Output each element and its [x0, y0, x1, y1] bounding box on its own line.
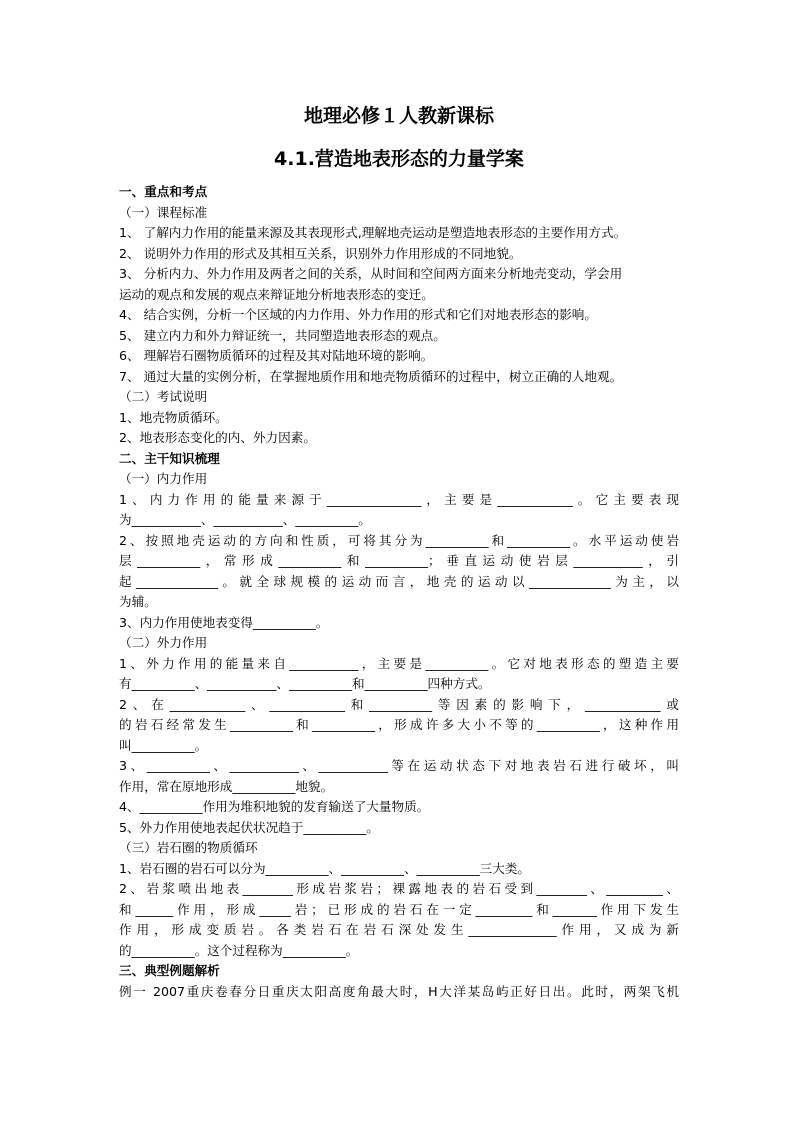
text-line: （二）外力作用 — [119, 635, 208, 650]
text-line: 2、按照地壳运动的方向和性质，可将其分为__________和__________。水平运动使岩 — [119, 532, 679, 548]
text-line: 作用，常在原地形成__________地貌。 — [119, 778, 334, 794]
text-line: （一）课程标准 — [119, 204, 208, 220]
text-line: 3、内力作用使地表变得__________。 — [119, 614, 329, 630]
text-line: 7、 通过大量的实例分析，在掌握地质作用和地壳物质循环的过程中，树立正确的人地观。 — [119, 368, 623, 384]
text-line: 1、内力作用的能量来源于_______________，主要是____________。它主要表现 — [119, 491, 679, 507]
text-line: 和______作用，形成_____岩；已形成的岩石在一定_________和_______作用下发生 — [119, 901, 679, 917]
text-line: （二）考试说明 — [119, 389, 208, 404]
text-line: 6、 理解岩石圈物质循环的过程及其对陆地环境的影响。 — [119, 348, 434, 363]
text-line: 3、 分析内力、外力作用及两者之间的关系，从时间和空间两方面来分析地壳变动，学会用 — [119, 266, 623, 281]
text-line: 1、外力作用的能量来自___________，主要是__________。它对地表形态的塑造主要 — [119, 655, 679, 671]
text-line: 例一 2007重庆卷春分日重庆太阳高度角最大时，H大洋某岛屿正好日出。此时，两架飞机 — [119, 983, 679, 999]
section-heading: 一、重点和考点 — [119, 184, 208, 199]
text-line: 1、地壳物质循环。 — [119, 409, 228, 425]
text-line: 5、外力作用使地表起伏状况趋于__________。 — [119, 819, 379, 835]
text-line: 为___________、___________、__________。 — [119, 512, 371, 527]
text-line: 4、__________作用为堆积地貌的发育输送了大量物质。 — [119, 799, 430, 814]
text-line: 的__________。这个过程称为__________。 — [119, 942, 359, 958]
text-line: 叫__________。 — [119, 737, 208, 753]
text-line: 4、 结合实例，分析一个区域的内力作用、外力作用的形式和它们对地表形态的影响。 — [119, 307, 597, 322]
text-line: （三）岩石圈的物质循环 — [119, 840, 258, 855]
text-line: 1、 了解内力作用的能量来源及其表现形式,理解地壳运动是塑造地表形态的主要作用方式。 — [119, 225, 627, 240]
text-line: 运动的观点和发展的观点来辩证地分析地表形态的变迁。 — [119, 286, 434, 302]
text-line: 2、在____________、____________和__________等因素的影响下，____________或 — [119, 696, 679, 712]
text-line: 5、 建立内力和外力辩证统一，共同塑造地表形态的观点。 — [119, 327, 446, 343]
text-line: 为辅。 — [119, 594, 157, 609]
text-line: 层__________，常形成__________和__________；垂直运动使岩层___________，引 — [119, 553, 679, 568]
text-line: 起_____________。就全球规模的运动而言，地壳的运动以_____________为主，以 — [119, 573, 679, 589]
text-line: 2、岩浆喷出地表________形成岩浆岩；裸露地表的岩石受到________、_________、 — [119, 881, 679, 896]
text-line: 3、__________、___________、___________等在运动状态下对地表岩石进行破坏，叫 — [119, 758, 679, 773]
section-heading: 二、主干知识梳理 — [119, 450, 220, 466]
section-heading: 三、典型例题解析 — [119, 963, 220, 978]
text-line: 2、地表形态变化的内、外力因素。 — [119, 430, 316, 445]
text-line: 2、 说明外力作用的形式及其相互关系，识别外力作用形成的不同地貌。 — [119, 245, 522, 261]
text-line: 有__________、___________、__________和__________四种方式。 — [119, 676, 491, 691]
text-line: （一）内力作用 — [119, 471, 208, 486]
document-body — [119, 182, 679, 1002]
text-line: 1、岩石圈的岩石可以分为__________、__________、__________三大类。 — [119, 860, 531, 876]
document-subtitle: 4.1.营造地表形态的力量学案 — [274, 148, 524, 170]
document-title: 地理必修１人教新课标 — [303, 105, 494, 127]
text-line: 作用，形成变质岩。各类岩石在岩石深处发生______________作用，又成为新 — [119, 922, 679, 937]
text-line: 的岩石经常发生__________和__________，形成许多大小不等的__________，这种作用 — [119, 717, 679, 732]
